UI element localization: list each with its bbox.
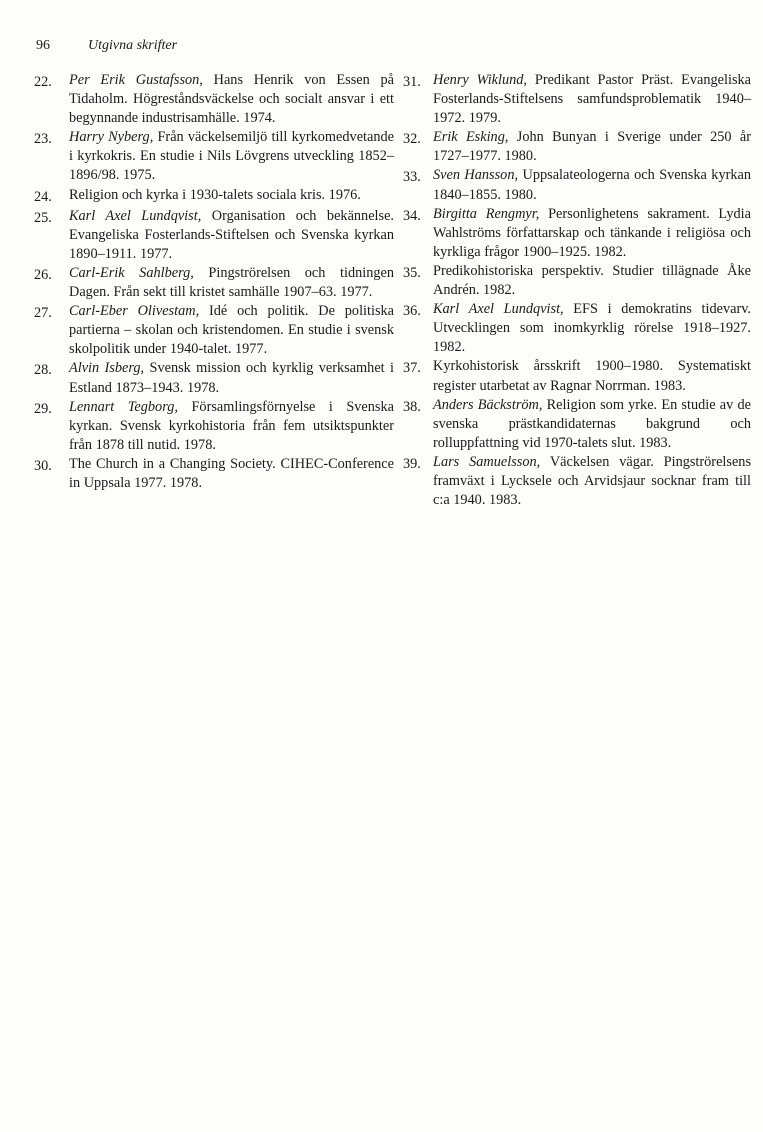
entry-text: Idé och politik. De politiska partierna – skolan och kristendomen. En studie i svensk skolpolitik under 1940-talet. 1977. — [69, 303, 395, 358]
entry-text: Religion som yrke. En studie av de svenska prästkandidaternas bakgrund och rolluppfattning vid 1970-talets slut. 1983. — [433, 396, 751, 451]
bibliography-entry — [34, 71, 394, 128]
entry-text: Predikohistoriska perspektiv. Studier tillägnade Åke Andrén. 1982. — [433, 262, 751, 299]
entry-number: 28. — [34, 362, 52, 379]
entry-number: 30. — [34, 457, 52, 474]
entry-author: Per Erik Gustafsson, — [69, 72, 203, 88]
entry-text: Organisation och bekännelse. Evangeliska Fosterlands-Stiftelsen och Svenska kyrkan 1890–1911. 1977. — [69, 207, 395, 262]
bibliography-entry — [403, 71, 751, 128]
entry-body — [69, 359, 394, 397]
entry-author: Carl-Erik Sahlberg, — [69, 264, 194, 281]
entry-body — [433, 453, 751, 510]
right-column — [403, 71, 751, 510]
entry-body — [69, 71, 394, 128]
entry-number: 29. — [34, 400, 52, 417]
entry-body — [69, 186, 394, 207]
entry-text: Församlingsförnyelse i Svenska kyrkan. Svensk kyrkohistoria från fem utsiktspunkter från 1878 till nutid. 1978. — [69, 398, 394, 453]
entry-body — [433, 71, 751, 128]
entry-number: 34. — [403, 207, 421, 224]
entry-number: 36. — [403, 303, 421, 320]
entry-number: 24. — [34, 188, 52, 205]
entry-body — [69, 455, 394, 493]
entry-number: 39. — [403, 455, 421, 472]
bibliography-entry — [403, 396, 751, 453]
entry-body — [433, 357, 751, 395]
bibliography-entry — [403, 300, 751, 357]
entry-text: Predikant Pastor Präst. Evangeliska Fosterlands-Stiftelsens samfundsproblematik 1940–1972. 1979. — [433, 72, 752, 127]
bibliography-entry — [34, 398, 394, 455]
bibliography-entry — [403, 357, 751, 395]
left-column — [34, 71, 394, 493]
bibliography-entry — [403, 262, 751, 300]
entry-author: Karl Axel Lundqvist, — [69, 207, 202, 224]
bibliography-entry — [34, 455, 394, 493]
bibliography-entry — [34, 207, 394, 264]
entry-text: Svensk mission och kyrklig verksamhet i Estland 1873–1943. 1978. — [69, 360, 394, 396]
entry-number: 23. — [34, 131, 52, 148]
entry-text: Pingströrelsen och tidningen Dagen. Från sekt till kristet samhälle 1907–63. 1977. — [69, 264, 395, 301]
entry-number: 27. — [34, 305, 52, 322]
entry-text: Kyrkohistorisk årsskrift 1900–1980. Systematiskt register utarbetat av Ragnar Norrman. 1983. — [433, 358, 751, 394]
bibliography-entry — [34, 359, 394, 397]
running-title: Utgivna skrifter — [88, 38, 178, 53]
entry-text: Från väckelsemiljö till kyrkomedvetande i kyrkokris. En studie i Nils Lövgrens utveckling 1852–1896/98. 1975. — [69, 129, 394, 184]
entry-author: Anders Bäckström, — [433, 396, 543, 413]
bibliography-entry — [403, 128, 751, 166]
entry-text: Personlighetens sakrament. Lydia Wahlströms författarskap och tänkande i religiösa och kyrkliga frågor 1900–1925. 1982. — [433, 205, 751, 260]
entry-author: Alvin Isberg, — [69, 360, 145, 377]
entry-author: Sven Hansson, — [433, 167, 519, 184]
entry-body — [433, 128, 751, 166]
bibliography-entry — [34, 264, 394, 302]
entry-text: Uppsalateologerna och Svenska kyrkan 1840–1855. 1980. — [433, 167, 752, 203]
entry-number: 25. — [34, 209, 52, 226]
entry-author: Harry Nyberg, — [69, 129, 154, 146]
entry-body — [69, 207, 394, 264]
entry-number: 33. — [403, 169, 421, 186]
entry-number: 37. — [403, 360, 421, 377]
entry-text: Väckelsen vägar. Pingströrelsens framväxt i Lycksele och Arvidsjaur socknar fram till c:a 1940. 1983. — [433, 453, 752, 509]
entry-author: Karl Axel Lundqvist, — [433, 301, 564, 318]
entry-author: Lennart Tegborg, — [69, 398, 178, 415]
bibliography-entry — [403, 453, 751, 510]
bibliography-entry — [34, 128, 394, 185]
entry-body — [433, 300, 751, 357]
entry-body — [69, 264, 394, 302]
entry-author: Carl-Eber Olivestam, — [69, 303, 200, 320]
entry-body — [433, 262, 751, 300]
entry-text: The Church in a Changing Society. CIHEC-Conference in Uppsala 1977. 1978. — [69, 455, 394, 491]
entry-body — [433, 166, 751, 204]
entry-text: Hans Henrik von Essen på Tidaholm. Högreståndsväckelse och socialt ansvar i ett begynnande industrisamhälle. 1974. — [69, 72, 394, 127]
entry-body — [69, 398, 394, 455]
entry-number: 26. — [34, 266, 52, 283]
bibliography-entry — [34, 302, 394, 359]
entry-number: 38. — [403, 398, 421, 415]
page-number: 96 — [36, 38, 50, 53]
entry-number: 35. — [403, 264, 421, 281]
entry-author: Lars Samuelsson, — [433, 453, 541, 470]
entry-text: Religion och kyrka i 1930-talets sociala kris. 1976. — [69, 186, 361, 203]
entry-author: Birgitta Rengmyr, — [433, 205, 540, 222]
bibliography-entry — [403, 205, 751, 262]
entry-number: 22. — [34, 74, 52, 90]
entry-text: EFS i demokratins tidevarv. Utvecklingen som inomkyrklig rörelse 1918–1927. 1982. — [433, 301, 751, 356]
entry-body — [69, 302, 394, 359]
entry-body — [433, 396, 751, 453]
bibliography-entry — [403, 166, 751, 204]
entry-author: Henry Wiklund, — [433, 72, 528, 88]
entry-body — [69, 128, 394, 185]
entry-number: 31. — [403, 74, 421, 90]
entry-number: 32. — [403, 131, 421, 148]
entry-text: John Bunyan i Sverige under 250 år 1727–1977. 1980. — [433, 129, 751, 165]
bibliography-entry — [34, 186, 394, 207]
entry-body — [433, 205, 751, 262]
entry-author: Erik Esking, — [433, 129, 509, 146]
running-header — [36, 38, 177, 54]
